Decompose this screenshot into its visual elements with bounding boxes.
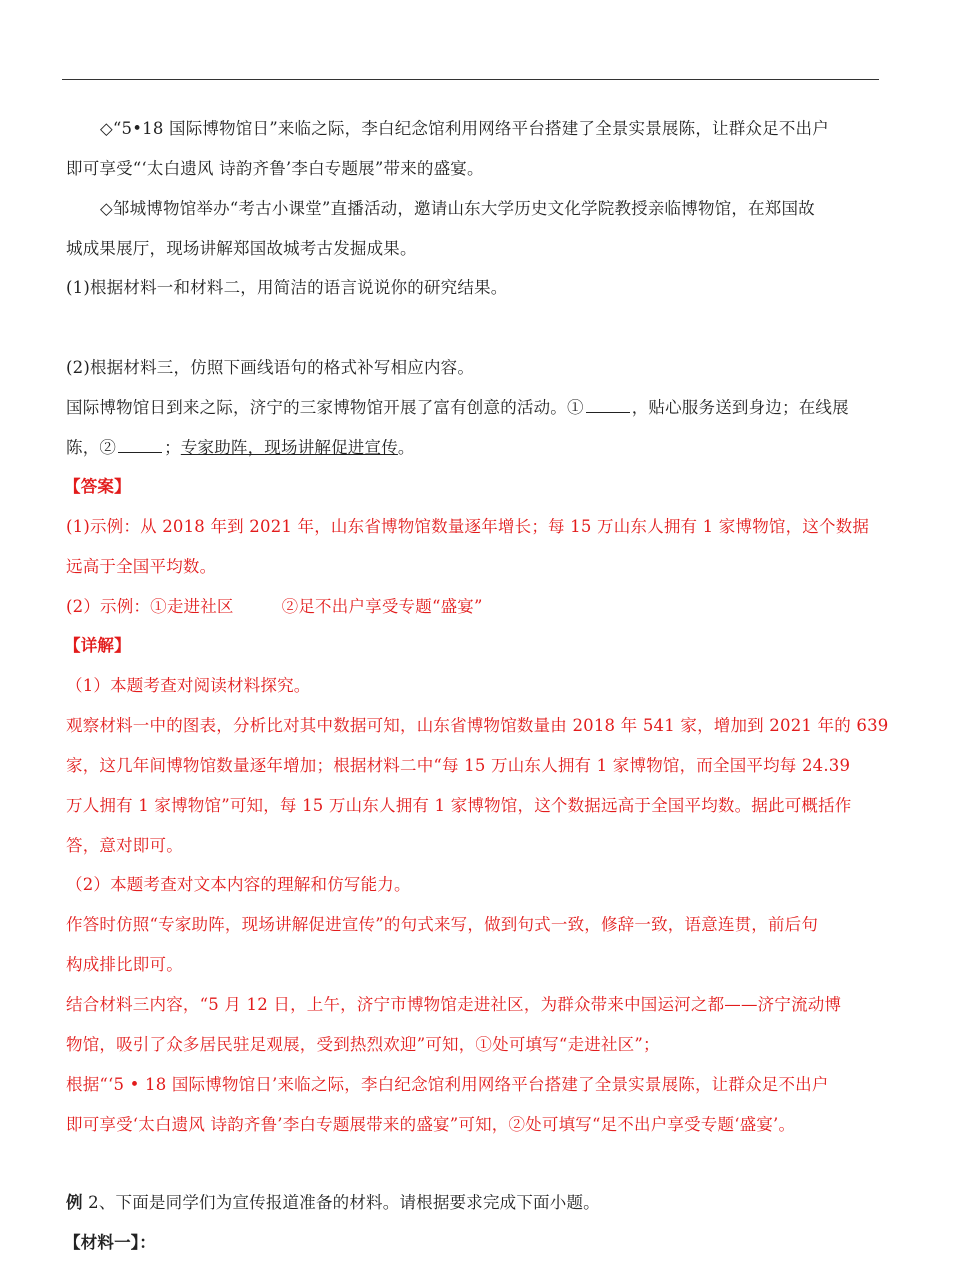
question-2-line1-b: ，贴心服务送到身边；在线展 bbox=[631, 398, 849, 417]
question-2: (2)根据材料三，仿照下画线语句的格式补写相应内容。 bbox=[66, 358, 475, 377]
explanation-2-line3: 结合材料三内容，“5 月 12 日，上午，济宁市博物馆走进社区，为群众带来中国运河之都——济宁流动博 bbox=[66, 995, 842, 1014]
explanation-1-line4: 答，意对即可。 bbox=[66, 836, 183, 855]
example-2-text: 2、下面是同学们为宣传报道准备的材料。请根据要求完成下面小题。 bbox=[82, 1193, 600, 1212]
explanation-2-line2: 构成排比即可。 bbox=[66, 955, 183, 974]
material3-item2-line2: 城成果展厅，现场讲解郑国故城考古发掘成果。 bbox=[66, 239, 417, 258]
answer-2 bbox=[66, 596, 886, 618]
material3-item1-line1: ◇“5•18 国际博物馆日”来临之际，李白纪念馆利用网络平台搭建了全景实景展陈，让群众足不出户 bbox=[100, 119, 829, 138]
material-1-label: 【材料一】： bbox=[64, 1233, 156, 1252]
answer-2-suffix: ②足不出户享受专题“盛宴” bbox=[281, 597, 483, 616]
answer-1-line2: 远高于全国平均数。 bbox=[66, 557, 217, 576]
explanation-2-line6: 即可享受‘太白遗风 诗韵齐鲁’李白专题展带来的盛宴”可知，②处可填写“足不出户享受专题‘盛宴’。 bbox=[66, 1115, 796, 1134]
underlined-sentence: 专家助阵，现场讲解促进宣传 bbox=[180, 438, 398, 457]
explanation-2-line1: 作答时仿照“专家助阵，现场讲解促进宣传”的句式来写，做到句式一致，修辞一致，语意连贯，前后句 bbox=[66, 915, 819, 934]
explanation-2-title: （2）本题考查对文本内容的理解和仿写能力。 bbox=[66, 875, 411, 894]
explanation-2-line5: 根据“‘5 • 18 国际博物馆日’来临之际，李白纪念馆利用网络平台搭建了全景实景展陈，让群众足不出户 bbox=[66, 1075, 829, 1094]
explanation-label: 【详解】 bbox=[64, 636, 131, 655]
explanation-1-line2: 家，这几年间博物馆数量逐年增加；根据材料二中“每 15 万山东人拥有 1 家博物馆，而全国平均每 24.39 bbox=[66, 756, 851, 775]
question-1: (1)根据材料一和材料二，用简洁的语言说说你的研究结果。 bbox=[66, 278, 508, 297]
question-2-line2-b: ； bbox=[164, 438, 181, 457]
answer-1-line1: (1)示例：从 2018 年到 2021 年，山东省博物馆数量逐年增长；每 15 万山东人拥有 1 家博物馆，这个数据 bbox=[66, 517, 870, 536]
blank-2[interactable] bbox=[118, 438, 162, 453]
material3-item2-line1: ◇邹城博物馆举办“考古小课堂”直播活动，邀请山东大学历史文化学院教授亲临博物馆，在郑国故 bbox=[100, 199, 815, 218]
question-2-line1 bbox=[66, 397, 886, 419]
answer-label: 【答案】 bbox=[64, 477, 131, 496]
blank-1[interactable] bbox=[586, 398, 630, 413]
example-2 bbox=[66, 1192, 886, 1214]
explanation-1-line3: 万人拥有 1 家博物馆”可知，每 15 万山东人拥有 1 家博物馆，这个数据远高于全国平均数。据此可概括作 bbox=[66, 796, 852, 815]
material3-item1-line2: 即可享受“‘太白遗风 诗韵齐鲁’李白专题展”带来的盛宴。 bbox=[66, 159, 484, 178]
header-rule bbox=[62, 79, 879, 80]
question-2-line2 bbox=[66, 437, 886, 459]
question-2-line2-end: 。 bbox=[397, 438, 415, 457]
question-2-line2-a: 陈，② bbox=[66, 438, 117, 457]
answer-2-prefix: (2）示例：①走进社区 bbox=[66, 597, 234, 616]
explanation-1-line1: 观察材料一中的图表，分析比对其中数据可知，山东省博物馆数量由 2018 年 541 家，增加到 2021 年的 639 bbox=[66, 716, 889, 735]
explanation-1-title: （1）本题考查对阅读材料探究。 bbox=[66, 676, 311, 695]
example-2-label: 例 bbox=[66, 1193, 83, 1212]
explanation-2-line4: 物馆，吸引了众多居民驻足观展，受到热烈欢迎”可知，①处可填写“走进社区”； bbox=[66, 1035, 660, 1054]
question-2-line1-a: 国际博物馆日到来之际，济宁的三家博物馆开展了富有创意的活动。① bbox=[66, 398, 584, 417]
